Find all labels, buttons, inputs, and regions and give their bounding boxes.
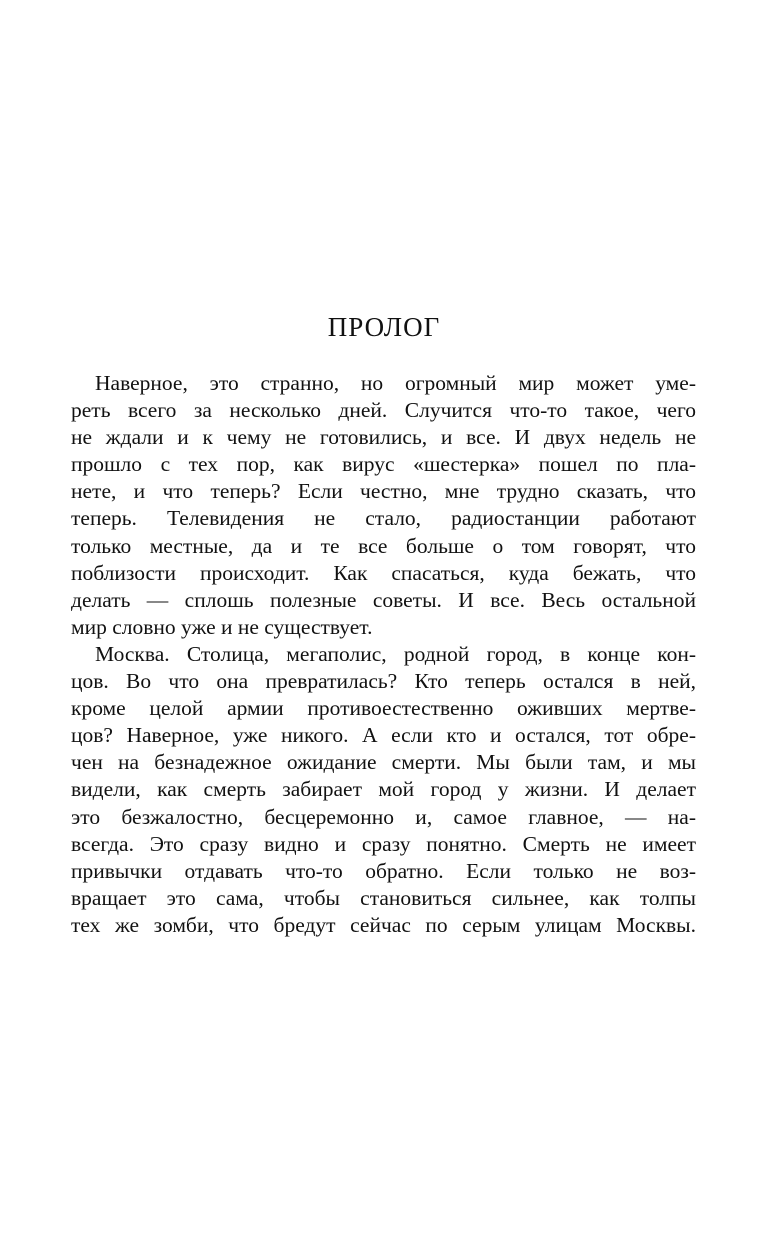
text-line: цов? Наверное, уже никого. А если кто и остался, тот обре- [71, 723, 696, 748]
paragraph-2 [71, 641, 696, 939]
text-line: мир словно уже и не существует. [71, 614, 373, 639]
text-line: реть всего за несколько дней. Случится что-то такое, чего [71, 398, 696, 423]
text-line: теперь. Телевидения не стало, радиостанции работают [71, 506, 696, 531]
text-line: только местные, да и те все больше о том говорят, что [71, 533, 696, 558]
text-line: поблизости происходит. Как спасаться, куда бежать, что [71, 560, 696, 585]
text-line: кроме целой армии противоестественно оживших мертве- [71, 696, 696, 721]
text-line: всегда. Это сразу видно и сразу понятно. Смерть не имеет [71, 831, 696, 856]
text-line: чен на безнадежное ожидание смерти. Мы были там, и мы [71, 750, 696, 775]
text-line: тех же зомби, что бредут сейчас по серым улицам Москвы. [71, 912, 696, 937]
text-line: привычки отдавать что-то обратно. Если только не воз- [71, 858, 696, 883]
text-line: Москва. Столица, мегаполис, родной город, в конце кон- [95, 641, 696, 666]
text-line: Наверное, это странно, но огромный мир может уме- [95, 371, 696, 395]
text-line: прошло с тех пор, как вирус «шестерка» пошел по пла- [71, 452, 696, 477]
chapter-title: ПРОЛОГ [327, 312, 441, 342]
text-line: видели, как смерть забирает мой город у жизни. И делает [71, 777, 696, 802]
text-line: цов. Во что она превратилась? Кто теперь остался в ней, [71, 669, 696, 694]
text-line: делать — сплошь полезные советы. И все. Весь остальной [71, 587, 696, 612]
text-line: вращает это сама, чтобы становиться сильнее, как толпы [71, 885, 696, 910]
paragraph-1 [71, 370, 696, 641]
text-line: не ждали и к чему не готовились, и все. И двух недель не [71, 425, 696, 450]
body-text [71, 370, 696, 939]
text-line: нете, и что теперь? Если честно, мне трудно сказать, что [71, 479, 696, 504]
text-line: это безжалостно, бесцеремонно и, самое главное, — на- [71, 804, 696, 829]
